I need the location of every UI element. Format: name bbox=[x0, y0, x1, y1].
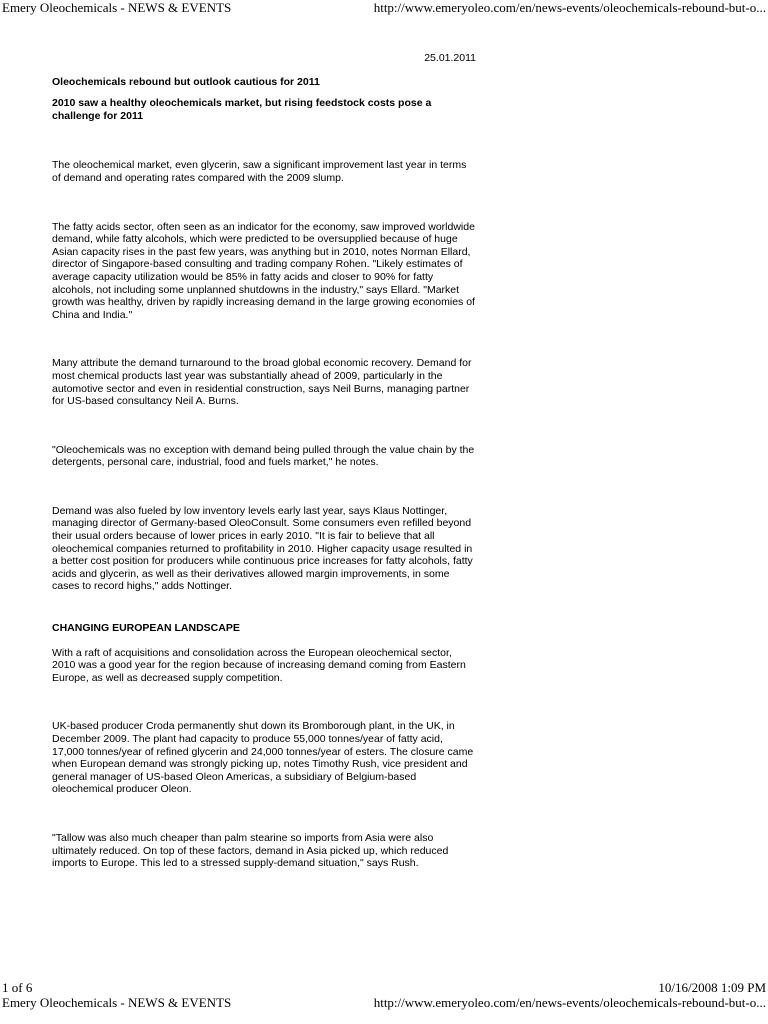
paragraph: "Oleochemicals was no exception with demand being pulled through the value chain by the detergents, personal care, industrial, food and fuels market," he notes. bbox=[52, 443, 475, 469]
paragraph: Many attribute the demand turnaround to the broad global economic recovery. Demand for most chemical products last year was substantially ahead of 2009, particularly in the automotive sector and even in residential construction, says Neil Burns, managing partner for US-based consultancy Neil A. Burns. bbox=[52, 357, 472, 408]
paragraph: "Tallow was also much cheaper than palm stearine so imports from Asia were also ultimately reduced. On top of these factors, demand in Asia picked up, which reduced imports to Europe. This led to a stressed supply-demand situation," says Rush. bbox=[52, 831, 449, 870]
article-title: Oleochemicals rebound but outlook cautious for 2011 bbox=[52, 75, 320, 88]
article-subtitle: 2010 saw a healthy oleochemicals market, but rising feedstock costs pose a challenge for 2011 bbox=[52, 97, 432, 122]
article-date: 25.01.2011 bbox=[424, 52, 476, 64]
page-title: Emery Oleochemicals - NEWS & EVENTS bbox=[2, 995, 232, 1010]
page-count: 1 of 6 bbox=[2, 980, 33, 995]
page-url[interactable]: http://www.emeryoleo.com/en/news-events/oleochemicals-rebound-but-o... bbox=[373, 995, 766, 1010]
page-title: Emery Oleochemicals - NEWS & EVENTS bbox=[2, 0, 232, 15]
page-url[interactable]: http://www.emeryoleo.com/en/news-events/oleochemicals-rebound-but-o... bbox=[373, 0, 766, 15]
paragraph: Demand was also fueled by low inventory levels early last year, says Klaus Nottinger, managing director of Germany-based OleoConsult. Some consumers even refilled beyond their usual orders because of lower prices in early 2010. "It is fair to believe that all oleochemical companies returned to profitability in 2010. Higher capacity usage resulted in a better cost position for producers while continuous price increases for fatty alcohols, fatty acids and glycerin, as well as their derivatives allowed margin improvements, in some cases to record highs," adds Nottinger. bbox=[52, 504, 473, 593]
article bbox=[52, 52, 476, 870]
section-heading: CHANGING EUROPEAN LANDSCAPE bbox=[52, 622, 240, 635]
paragraph: The fatty acids sector, often seen as an indicator for the economy, saw improved worldwide demand, while fatty alcohols, which were predicted to be oversupplied because of huge Asian capacity rises in the past few years, was anything but in 2010, notes Norman Ellard, director of Singapore-based consulting and trading company Rohen. "Likely estimates of average capacity utilization would be 85% in fatty acids and closer to 90% for fatty alcohols, not including some unplanned shutdowns in the industry," says Ellard. "Market growth was healthy, driven by rapidly increasing demand in the large growing economies of China and India." bbox=[52, 220, 475, 321]
print-datetime: 10/16/2008 1:09 PM bbox=[658, 980, 766, 995]
paragraph: The oleochemical market, even glycerin, saw a significant improvement last year in terms of demand and operating rates compared with the 2009 slump. bbox=[52, 159, 467, 184]
paragraph: With a raft of acquisitions and consolidation across the European oleochemical sector, 2010 was a good year for the region because of increasing demand coming from Eastern Europe, as well as decreased supply competition. bbox=[52, 646, 466, 684]
paragraph: UK-based producer Croda permanently shut down its Bromborough plant, in the UK, in December 2009. The plant had capacity to produce 55,000 tonnes/year of fatty acid, 17,000 tonnes/year of refined glycerin and 24,000 tonnes/year of esters. The closure came when European demand was strongly picking up, notes Timothy Rush, vice president and general manager of US-based Oleon Americas, a subsidiary of Belgium-based oleochemical producer Oleon. bbox=[52, 720, 474, 796]
